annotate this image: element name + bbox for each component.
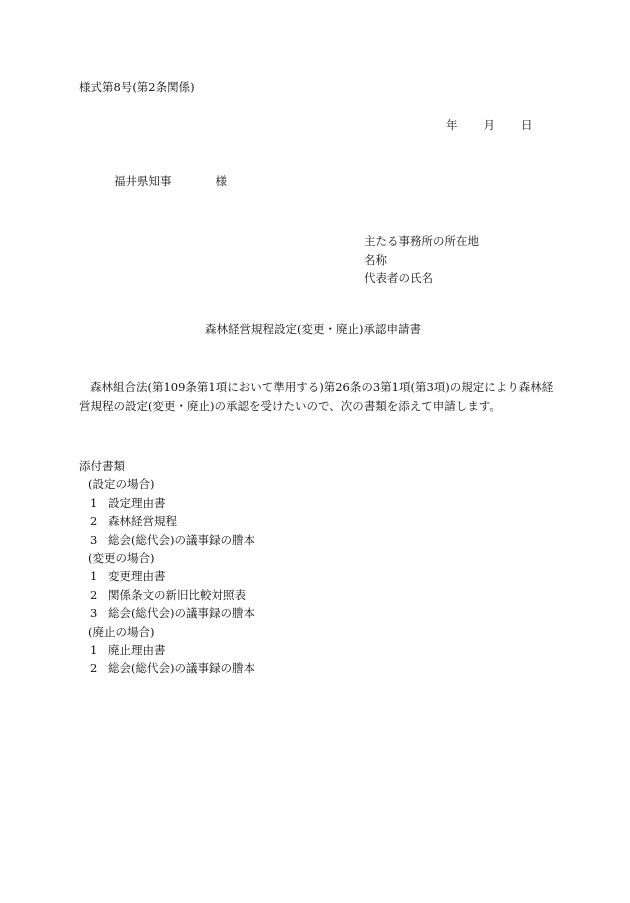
list-item (79, 641, 255, 659)
applicant-block (364, 232, 479, 288)
date-day-label: 日 (521, 118, 533, 132)
item-text: 設定理由書 (108, 495, 166, 510)
list-item (79, 567, 255, 585)
date-line (446, 120, 533, 132)
item-number: 2 (90, 514, 98, 529)
addressee (114, 176, 227, 188)
item-number: 1 (90, 642, 98, 657)
case-label-change: (変更の場合) (88, 550, 155, 565)
item-text: 総会(総代会)の議事録の謄本 (108, 606, 255, 621)
item-number: 3 (90, 532, 98, 547)
form-number: 様式第8号(第2条関係) (79, 80, 195, 94)
item-number: 3 (90, 606, 98, 621)
case-label-setting: (設定の場合) (88, 477, 155, 492)
list-item (79, 531, 255, 549)
item-text: 関係条文の新旧比較対照表 (108, 587, 246, 602)
date-year-label: 年 (446, 118, 458, 132)
attachments-heading: 添付書類 (79, 459, 125, 473)
applicant-address-label: 主たる事務所の所在地 (364, 234, 479, 248)
item-text: 森林経営規程 (108, 514, 177, 529)
applicant-representative-label: 代表者の氏名 (364, 271, 433, 285)
addressee-honorific: 様 (215, 174, 227, 188)
case-label-abolition: (廃止の場合) (88, 624, 155, 639)
item-text: 変更理由書 (108, 569, 166, 584)
list-item (79, 494, 255, 512)
item-number: 2 (90, 587, 98, 602)
applicant-name-label: 名称 (364, 252, 387, 267)
list-item (79, 604, 255, 622)
item-number: 2 (90, 661, 98, 676)
list-item (79, 659, 255, 677)
item-number: 1 (90, 495, 98, 510)
item-text: 総会(総代会)の議事録の謄本 (108, 661, 255, 676)
document-title: 森林経営規程設定(変更・廃止)承認申請書 (205, 322, 421, 336)
attachments-section (79, 457, 255, 678)
item-number: 1 (90, 569, 98, 584)
body-text: 森林組合法(第109条第1項において準用する)第26条の3第1項(第3項)の規定により森林経営規程の設定(変更・廃止)の承認を受けたいので、次の書類を添えて申請します。 (79, 380, 554, 413)
list-item (79, 586, 255, 604)
item-text: 総会(総代会)の議事録の謄本 (108, 532, 255, 547)
addressee-name: 福井県知事 (114, 174, 172, 188)
item-text: 廃止理由書 (108, 642, 166, 657)
date-month-label: 月 (483, 118, 495, 132)
list-item (79, 512, 255, 530)
